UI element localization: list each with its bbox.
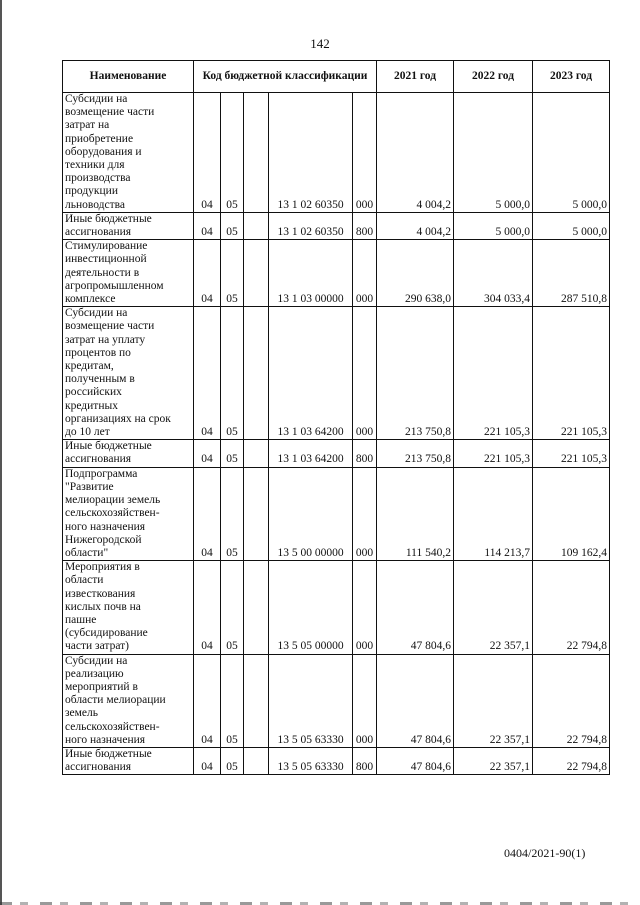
- code-empty: [244, 240, 269, 307]
- table-row: [63, 240, 610, 307]
- code-second: 05: [221, 93, 244, 213]
- code-second: 05: [221, 561, 244, 654]
- value-2022: 5 000,0: [454, 93, 533, 213]
- code-target: 13 1 03 64200: [269, 307, 353, 440]
- row-name-text: Иные бюджетные ассигнования: [65, 212, 152, 239]
- code-second: 05: [221, 467, 244, 560]
- table-row: [63, 440, 610, 467]
- table-row: [63, 747, 610, 774]
- code-second: 05: [221, 747, 244, 774]
- code-first: 04: [194, 467, 221, 560]
- name-cell: [63, 307, 194, 440]
- code-first: 04: [194, 212, 221, 239]
- row-name-text: Мероприятия в области известкования кислых почв на пашне (субсидирование части затрат): [65, 561, 148, 653]
- code-target: 13 5 05 63330: [269, 654, 353, 747]
- name-cell: [63, 467, 194, 560]
- name-cell: [63, 747, 194, 774]
- row-name-text: Субсидии на реализацию мероприятий в области мелиорации земель сельскохозяйствен- ного назначения: [65, 654, 166, 746]
- code-type: 000: [353, 307, 377, 440]
- code-empty: [244, 467, 269, 560]
- value-2022: 22 357,1: [454, 654, 533, 747]
- code-empty: [244, 212, 269, 239]
- value-2022: 221 105,3: [454, 307, 533, 440]
- value-2023: 22 794,8: [533, 747, 610, 774]
- value-2021: 111 540,2: [377, 467, 454, 560]
- scan-edge-shadow: [0, 0, 2, 905]
- row-name-text: Стимулирование инвестиционной деятельности в агропромышленном комплексе: [65, 240, 164, 306]
- code-empty: [244, 93, 269, 213]
- value-2021: 4 004,2: [377, 93, 454, 213]
- code-second: 05: [221, 654, 244, 747]
- code-target: 13 1 02 60350: [269, 93, 353, 213]
- code-target: 13 5 05 63330: [269, 747, 353, 774]
- code-empty: [244, 747, 269, 774]
- code-target: 13 1 03 64200: [269, 440, 353, 467]
- code-target: 13 5 00 00000: [269, 467, 353, 560]
- table-row: [63, 307, 610, 440]
- table-body: [63, 93, 610, 775]
- value-2022: 221 105,3: [454, 440, 533, 467]
- code-target: 13 1 03 00000: [269, 240, 353, 307]
- value-2023: 287 510,8: [533, 240, 610, 307]
- code-first: 04: [194, 93, 221, 213]
- code-type: 800: [353, 440, 377, 467]
- code-empty: [244, 440, 269, 467]
- value-2023: 109 162,4: [533, 467, 610, 560]
- value-2021: 4 004,2: [377, 212, 454, 239]
- header-2023: 2023 год: [533, 61, 610, 93]
- row-name-text: Иные бюджетные ассигнования: [65, 440, 152, 466]
- code-type: 000: [353, 93, 377, 213]
- code-second: 05: [221, 212, 244, 239]
- value-2021: 47 804,6: [377, 747, 454, 774]
- code-second: 05: [221, 240, 244, 307]
- code-empty: [244, 307, 269, 440]
- row-name-text: Субсидии на возмещение части затрат на приобретение оборудования и техники для производства продукции льноводства: [65, 93, 155, 211]
- name-cell: [63, 654, 194, 747]
- value-2023: 221 105,3: [533, 440, 610, 467]
- code-type: 800: [353, 212, 377, 239]
- code-target: 13 5 05 00000: [269, 561, 353, 654]
- code-first: 04: [194, 307, 221, 440]
- code-first: 04: [194, 561, 221, 654]
- value-2021: 47 804,6: [377, 654, 454, 747]
- header-2022: 2022 год: [454, 61, 533, 93]
- table-row: [63, 212, 610, 239]
- value-2022: 22 357,1: [454, 747, 533, 774]
- table-row: [63, 654, 610, 747]
- header-name: Наименование: [63, 61, 194, 93]
- code-second: 05: [221, 440, 244, 467]
- code-type: 000: [353, 654, 377, 747]
- code-type: 800: [353, 747, 377, 774]
- code-second: 05: [221, 307, 244, 440]
- value-2022: 114 213,7: [454, 467, 533, 560]
- value-2022: 22 357,1: [454, 561, 533, 654]
- header-classification: Код бюджетной классификации: [194, 61, 377, 93]
- name-cell: [63, 440, 194, 467]
- code-first: 04: [194, 440, 221, 467]
- code-first: 04: [194, 240, 221, 307]
- value-2022: 5 000,0: [454, 212, 533, 239]
- table-row: [63, 561, 610, 654]
- value-2023: 221 105,3: [533, 307, 610, 440]
- code-type: 000: [353, 240, 377, 307]
- document-code: 0404/2021-90(1): [504, 846, 586, 860]
- name-cell: [63, 212, 194, 239]
- value-2021: 290 638,0: [377, 240, 454, 307]
- name-cell: [63, 240, 194, 307]
- value-2021: 213 750,8: [377, 307, 454, 440]
- value-2023: 22 794,8: [533, 654, 610, 747]
- code-target: 13 1 02 60350: [269, 212, 353, 239]
- code-type: 000: [353, 561, 377, 654]
- code-empty: [244, 561, 269, 654]
- code-first: 04: [194, 747, 221, 774]
- value-2023: 5 000,0: [533, 212, 610, 239]
- table-row: [63, 93, 610, 213]
- code-empty: [244, 654, 269, 747]
- name-cell: [63, 561, 194, 654]
- table-header-row: [63, 61, 610, 93]
- page-number: 142: [310, 36, 330, 51]
- budget-table: [62, 60, 610, 775]
- table-row: [63, 467, 610, 560]
- value-2023: 22 794,8: [533, 561, 610, 654]
- row-name-text: Иные бюджетные ассигнования: [65, 747, 152, 774]
- value-2022: 304 033,4: [454, 240, 533, 307]
- code-first: 04: [194, 654, 221, 747]
- row-name-text: Субсидии на возмещение части затрат на уплату процентов по кредитам, полученным в российских кредитных организациях на срок до 10 лет: [65, 307, 171, 439]
- value-2021: 213 750,8: [377, 440, 454, 467]
- value-2023: 5 000,0: [533, 93, 610, 213]
- name-cell: [63, 93, 194, 213]
- value-2021: 47 804,6: [377, 561, 454, 654]
- code-type: 000: [353, 467, 377, 560]
- header-2021: 2021 год: [377, 61, 454, 93]
- row-name-text: Подпрограмма "Развитие мелиорации земель сельскохозяйствен- ного назначения Нижегородской области": [65, 467, 161, 559]
